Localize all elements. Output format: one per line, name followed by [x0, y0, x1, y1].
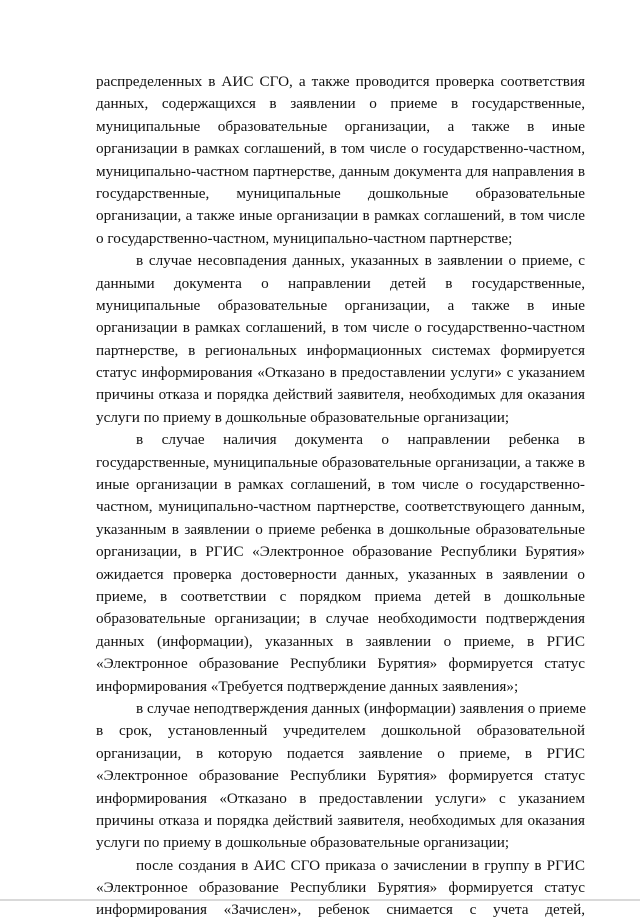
text-line: услуги по приему в дошкольные образовательные организации; [96, 834, 510, 852]
text-line: распределенных в АИС СГО, а также проводится проверка соответствия [96, 73, 585, 90]
text-line: «Электронное образование Республики Бурятия» формируется статус [96, 655, 585, 673]
document-body [96, 71, 585, 922]
text-line: указанным в заявлении о приеме ребенка в дошкольные образовательные [96, 520, 585, 538]
text-line: причины отказа и порядка действий заявителя, необходимых для оказания [96, 386, 585, 404]
text-line: информирования «Требуется подтверждение данных заявления»; [96, 677, 519, 695]
text-line: данных, содержащихся в заявлении о приеме в государственные, [96, 95, 585, 113]
text-line: государственные, муниципальные образовательные организации, а также в [96, 453, 585, 471]
text-line: «Электронное образование Республики Бурятия» формируется статус [96, 767, 585, 785]
text-line: в срок, установленный учредителем дошкольной образовательной [96, 722, 585, 740]
text-line: данными документа о направлении детей в государственные, [96, 274, 585, 292]
text-line: организации, а также иные организации в рамках соглашений, в том числе [96, 207, 585, 225]
text-line: частном, муниципально-частном партнерстве, соответствующего данным, [96, 498, 585, 516]
text-line: организации, в РГИС «Электронное образование Республики Бурятия» [96, 543, 585, 561]
text-line: государственные, муниципальные дошкольные образовательные [96, 184, 585, 202]
text-line: информирования «Зачислен», ребенок снимается с учета детей, [96, 901, 585, 919]
text-line: в случае наличия документа о направлении ребенка в [136, 431, 585, 449]
text-line: партнерстве, в региональных информационных системах формируется [96, 341, 585, 359]
text-line: муниципальные образовательные организации, а также в иные [96, 117, 585, 135]
text-line: в случае неподтверждения данных (информации) заявления о приеме [136, 699, 587, 717]
text-line: организации, в которую подается заявление о приеме, в РГИС [96, 744, 585, 762]
text-line: информирования «Отказано в предоставлении услуги» с указанием [96, 789, 585, 807]
text-line: муниципальные образовательные организации, а также в иные [96, 296, 585, 314]
text-line: после создания в АИС СГО приказа о зачислении в группу в РГИС [136, 856, 585, 874]
text-line: в случае несовпадения данных, указанных в заявлении о приеме, с [136, 252, 585, 270]
text-line: организации в рамках соглашений, в том числе о государственно-частном, [96, 140, 585, 158]
text-line: муниципально-частном партнерстве, данным документа для направления в [96, 162, 585, 180]
text-line: «Электронное образование Республики Бурятия» формируется статус [96, 879, 585, 897]
text-line: иные организации в рамках соглашений, в том числе о государственно- [96, 476, 585, 494]
text-line: данных (информации), указанных в заявлении о приеме, в РГИС [96, 632, 585, 650]
text-line: организации в рамках соглашений, в том числе о государственно-частном [96, 319, 585, 337]
text-line: о государственно-частном, муниципально-частном партнерстве; [96, 229, 513, 247]
text-line: приеме, в соответствии с порядком приема детей в дошкольные [96, 587, 585, 605]
page-bottom-edge [0, 899, 640, 901]
text-line: ожидается проверка достоверности данных, указанных в заявлении о [96, 565, 585, 583]
text-line: услуги по приему в дошкольные образовательные организации; [96, 408, 510, 426]
text-line: образовательные организации; в случае необходимости подтверждения [96, 610, 585, 628]
text-line: статус информирования «Отказано в предоставлении услуги» с указанием [96, 364, 585, 382]
text-line: причины отказа и порядка действий заявителя, необходимых для оказания [96, 811, 585, 829]
